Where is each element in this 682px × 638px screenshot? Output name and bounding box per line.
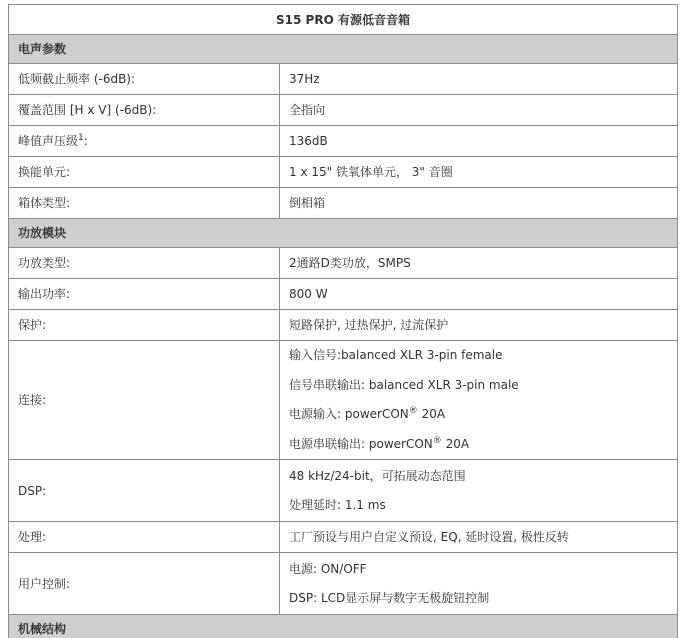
row-value: 全指向 <box>280 95 678 126</box>
row-label: DSP: <box>9 460 280 522</box>
title-row <box>9 5 678 35</box>
row-label: 功放类型: <box>9 248 280 279</box>
table-row <box>9 460 678 522</box>
section-header-electroacoustic <box>9 35 678 64</box>
table-row <box>9 64 678 95</box>
spec-table <box>8 4 678 638</box>
row-value: 倒相箱 <box>280 188 678 219</box>
row-value: 2通路D类功放，SMPS <box>280 248 678 279</box>
table-row <box>9 248 678 279</box>
value-text: 电源串联输出: powerCON <box>289 436 433 451</box>
value-line <box>289 400 668 430</box>
row-label: 保护: <box>9 310 280 341</box>
value-line: DSP: LCD显示屏与数字无极旋钮控制 <box>289 590 490 605</box>
row-label: 低频截止频率 (-6dB): <box>9 64 280 95</box>
value-line: 处理延时: 1.1 ms <box>289 497 386 512</box>
row-label: 处理: <box>9 522 280 553</box>
value-line: 信号串联输出: balanced XLR 3-pin male <box>289 377 519 392</box>
section-header-mechanical <box>9 615 678 638</box>
table-row <box>9 188 678 219</box>
table-title: S15 PRO 有源低音音箱 <box>9 5 678 35</box>
section-heading: 电声参数 <box>9 35 678 64</box>
table-row <box>9 341 678 460</box>
row-label: 覆盖范围 [H x V] (-6dB): <box>9 95 280 126</box>
row-label <box>9 126 280 157</box>
table-row <box>9 522 678 553</box>
table-row <box>9 279 678 310</box>
row-value: 1 x 15" 铁氧体单元， 3" 音圈 <box>280 157 678 188</box>
table-row <box>9 95 678 126</box>
table-row <box>9 126 678 157</box>
section-header-amplifier <box>9 219 678 248</box>
row-label: 输出功率: <box>9 279 280 310</box>
value-line: 电源: ON/OFF <box>289 561 367 576</box>
value-line <box>289 430 668 460</box>
value-line: 48 kHz/24-bit，可拓展动态范围 <box>289 468 466 483</box>
footnote-marker: 1 <box>78 133 84 143</box>
row-value: 短路保护, 过热保护, 过流保护 <box>280 310 678 341</box>
table-row <box>9 310 678 341</box>
row-label: 换能单元: <box>9 157 280 188</box>
label-text: 峰值声压级 <box>18 134 79 148</box>
row-value <box>280 341 678 460</box>
row-label: 用户控制: <box>9 553 280 615</box>
table-row <box>9 553 678 615</box>
section-heading: 机械结构 <box>9 615 678 638</box>
row-value: 800 W <box>280 279 678 310</box>
row-label: 箱体类型: <box>9 188 280 219</box>
row-value <box>280 460 678 522</box>
value-suffix: 20A <box>417 407 446 421</box>
registered-mark: ® <box>432 435 442 446</box>
section-heading: 功放模块 <box>9 219 678 248</box>
row-value: 136dB <box>280 126 678 157</box>
row-value <box>280 553 678 615</box>
table-row <box>9 157 678 188</box>
value-line: 输入信号:balanced XLR 3-pin female <box>289 348 503 362</box>
registered-mark: ® <box>408 406 418 416</box>
value-text: 电源输入: powerCON <box>289 407 409 421</box>
row-label: 连接: <box>9 341 280 460</box>
row-value: 37Hz <box>280 64 678 95</box>
row-value: 工厂预设与用户自定义预设, EQ, 延时设置, 极性反转 <box>280 522 678 553</box>
label-suffix: : <box>83 134 88 148</box>
value-suffix: 20A <box>441 436 470 451</box>
